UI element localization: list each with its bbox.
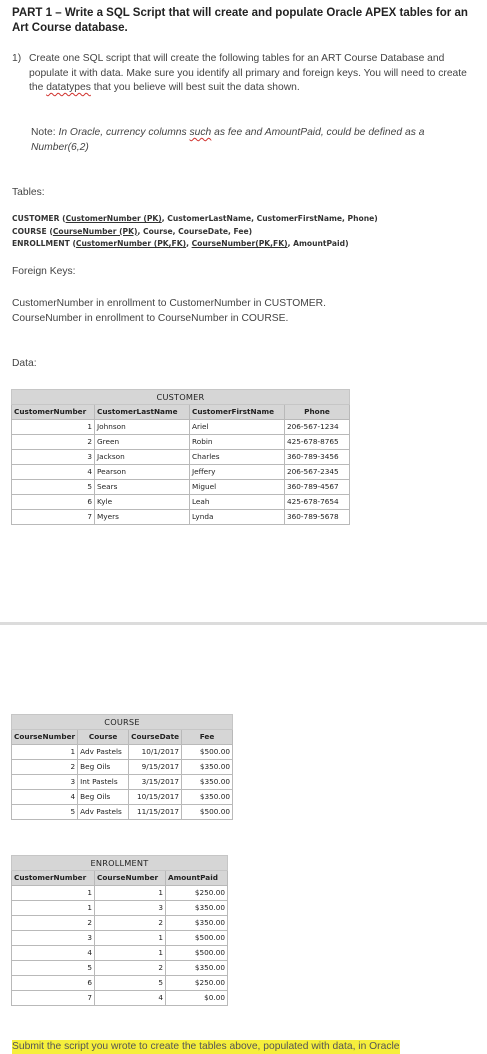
item-text — [29, 52, 479, 96]
table-cell: 425-678-8765 — [285, 435, 350, 450]
table-row — [12, 745, 233, 760]
column-header: CourseNumber — [95, 871, 166, 886]
table-cell: $350.00 — [166, 901, 228, 916]
table-cell: $500.00 — [166, 931, 228, 946]
table-cell: 1 — [12, 420, 95, 435]
table-cell: Lynda — [190, 510, 285, 525]
table-row — [12, 510, 350, 525]
table-row — [12, 790, 233, 805]
def-enroll-rest: , AmountPaid) — [287, 239, 349, 248]
column-header: CustomerNumber — [12, 871, 95, 886]
table-row — [12, 886, 228, 901]
course-table — [11, 714, 233, 820]
table-cell: $350.00 — [166, 961, 228, 976]
table-cell: Jackson — [95, 450, 190, 465]
def-customer — [12, 213, 482, 226]
note-italic — [31, 127, 424, 153]
table-cell: $250.00 — [166, 886, 228, 901]
table-cell: 5 — [12, 961, 95, 976]
foreign-keys-label: Foreign Keys: — [12, 266, 76, 277]
table-cell: $500.00 — [182, 805, 233, 820]
note-prefix: Note: — [31, 127, 59, 138]
table-cell: 9/15/2017 — [129, 760, 182, 775]
table-cell: 1 — [95, 886, 166, 901]
table-cell: 4 — [12, 465, 95, 480]
table-cell: Myers — [95, 510, 190, 525]
column-header: Course — [78, 730, 129, 745]
table-cell: 2 — [12, 760, 78, 775]
def-course-rest: , Course, CourseDate, Fee) — [137, 226, 253, 236]
table-cell: 10/1/2017 — [129, 745, 182, 760]
def-enroll-key1: CustomerNumber (PK,FK) — [75, 239, 187, 248]
enrollment-table-title: ENROLLMENT — [12, 856, 228, 871]
table-row — [12, 976, 228, 991]
table-row — [12, 775, 233, 790]
table-row — [12, 480, 350, 495]
item-text-datatypes: datatypes — [46, 82, 91, 93]
column-header: CourseNumber — [12, 730, 78, 745]
note-text-a: In Oracle, currency columns — [58, 127, 190, 138]
table-cell: Beg Oils — [78, 760, 129, 775]
def-course-prefix: COURSE ( — [12, 226, 53, 236]
def-course-pk: CourseNumber (PK) — [52, 226, 138, 236]
table-cell: $350.00 — [182, 790, 233, 805]
table-row — [12, 435, 350, 450]
table-cell: 3 — [12, 450, 95, 465]
table-cell: 5 — [95, 976, 166, 991]
table-cell: 5 — [12, 805, 78, 820]
data-label: Data: — [12, 358, 37, 369]
table-cell: 425-678-7654 — [285, 495, 350, 510]
table-cell: Jeffery — [190, 465, 285, 480]
table-row — [12, 760, 233, 775]
def-enroll-sep: , — [186, 239, 192, 248]
table-row — [12, 465, 350, 480]
table-cell: Pearson — [95, 465, 190, 480]
column-header: CustomerFirstName — [190, 405, 285, 420]
table-row — [12, 991, 228, 1006]
tables-label: Tables: — [12, 187, 45, 198]
table-cell: 2 — [12, 916, 95, 931]
column-header: Phone — [285, 405, 350, 420]
table-cell: $350.00 — [182, 760, 233, 775]
table-cell: $500.00 — [182, 745, 233, 760]
column-header: CustomerLastName — [95, 405, 190, 420]
table-cell: 4 — [12, 790, 78, 805]
table-row — [12, 495, 350, 510]
table-cell: 2 — [95, 961, 166, 976]
table-row — [12, 946, 228, 961]
table-cell: Miguel — [190, 480, 285, 495]
item-text-a: Create one SQL script that will create the following tables for an ART Course Database and populate it with data. Make sure you identify all primary and foreign keys. You will need to create the — [29, 53, 467, 93]
customer-table-title: CUSTOMER — [12, 390, 350, 405]
table-cell: Adv Pastels — [78, 805, 129, 820]
course-table-title: COURSE — [12, 715, 233, 730]
table-cell: $500.00 — [166, 946, 228, 961]
table-cell: 206-567-2345 — [285, 465, 350, 480]
table-row — [12, 805, 233, 820]
table-cell: $350.00 — [182, 775, 233, 790]
note-paragraph — [31, 126, 477, 155]
item-text-b: that you believe will best suit the data shown. — [90, 82, 300, 93]
column-header: Fee — [182, 730, 233, 745]
def-customer-prefix: CUSTOMER ( — [12, 214, 66, 223]
table-cell: 360-789-5678 — [285, 510, 350, 525]
table-row — [12, 931, 228, 946]
table-cell: 4 — [95, 991, 166, 1006]
table-cell: Beg Oils — [78, 790, 129, 805]
note-text-such: such — [189, 127, 212, 138]
table-row — [12, 901, 228, 916]
column-header: CustomerNumber — [12, 405, 95, 420]
table-cell: Int Pastels — [78, 775, 129, 790]
def-enroll-key2: CourseNumber(PK,FK) — [191, 239, 288, 248]
table-row — [12, 420, 350, 435]
table-definitions — [12, 213, 482, 251]
table-cell: 360-789-3456 — [285, 450, 350, 465]
page-separator — [0, 622, 487, 625]
enrollment-table — [11, 855, 228, 1006]
def-enrollment — [12, 238, 482, 251]
table-cell: Charles — [190, 450, 285, 465]
table-cell: 3 — [12, 775, 78, 790]
item-number: 1) — [12, 53, 22, 64]
page-heading: PART 1 – Write a SQL Script that will create and populate Oracle APEX tables for an Art Course database. — [12, 7, 468, 34]
table-row — [12, 450, 350, 465]
column-header: CourseDate — [129, 730, 182, 745]
customer-table — [11, 389, 350, 525]
table-cell: Ariel — [190, 420, 285, 435]
submission-instruction: Submit the script you wrote to create the tables above, populated with data, in Oracle — [12, 1041, 400, 1052]
table-cell: 1 — [95, 931, 166, 946]
table-cell: 2 — [95, 916, 166, 931]
def-enroll-prefix: ENROLLMENT ( — [12, 239, 76, 248]
fk-line: CustomerNumber in enrollment to CustomerNumber in CUSTOMER. — [12, 298, 326, 309]
table-cell: 3 — [12, 931, 95, 946]
table-cell: 11/15/2017 — [129, 805, 182, 820]
table-cell: 6 — [12, 495, 95, 510]
table-cell: 3 — [95, 901, 166, 916]
table-cell: Leah — [190, 495, 285, 510]
column-header: AmountPaid — [166, 871, 228, 886]
def-customer-pk: CustomerNumber (PK) — [65, 214, 162, 223]
table-cell: 2 — [12, 435, 95, 450]
table-cell: 6 — [12, 976, 95, 991]
table-cell: 4 — [12, 946, 95, 961]
table-row — [12, 961, 228, 976]
table-cell: Adv Pastels — [78, 745, 129, 760]
table-cell: Robin — [190, 435, 285, 450]
table-cell: 1 — [12, 886, 95, 901]
table-cell: Green — [95, 435, 190, 450]
table-cell: Sears — [95, 480, 190, 495]
table-cell: 10/15/2017 — [129, 790, 182, 805]
table-cell: 206-567-1234 — [285, 420, 350, 435]
table-cell: 7 — [12, 991, 95, 1006]
table-cell: $350.00 — [166, 916, 228, 931]
table-cell: Johnson — [95, 420, 190, 435]
fk-line: CourseNumber in enrollment to CourseNumber in COURSE. — [12, 313, 289, 324]
table-cell: 360-789-4567 — [285, 480, 350, 495]
def-course — [12, 226, 482, 239]
table-cell: $250.00 — [166, 976, 228, 991]
table-cell: Kyle — [95, 495, 190, 510]
table-cell: 1 — [95, 946, 166, 961]
table-cell: $0.00 — [166, 991, 228, 1006]
table-cell: 3/15/2017 — [129, 775, 182, 790]
table-cell: 1 — [12, 901, 95, 916]
table-cell: 5 — [12, 480, 95, 495]
table-cell: 7 — [12, 510, 95, 525]
table-cell: 1 — [12, 745, 78, 760]
note-text-b: as fee and AmountPaid, could be defined as a Number(6,2) — [31, 127, 425, 153]
def-customer-rest: , CustomerLastName, CustomerFirstName, Phone) — [161, 214, 378, 223]
table-row — [12, 916, 228, 931]
